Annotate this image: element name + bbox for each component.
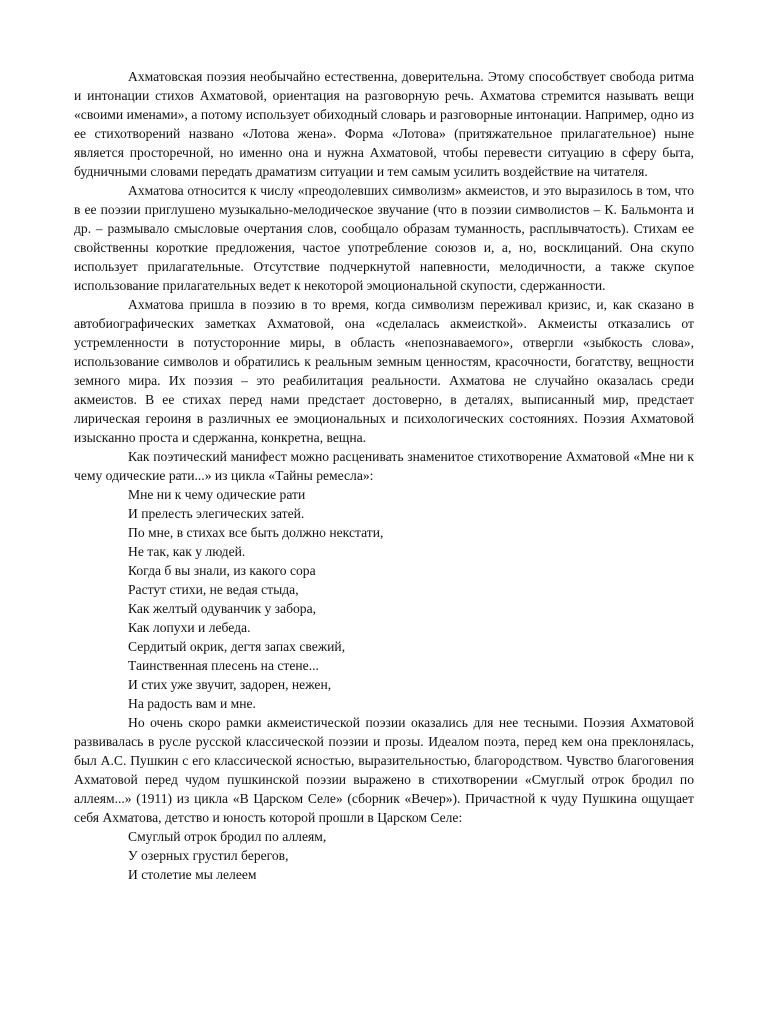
paragraph: Но очень скоро рамки акмеистической поэзии оказались для нее тесными. Поэзия Ахматовой развивалась в русле русской классической поэзии и прозы. Идеалом поэта, перед кем она преклонялась, был А.С. Пушкин с его классической ясностью, выразительностью, благородством. Чувство благоговения Ахматовой перед чудом пушкинской поэзии выражено в стихотворении «Смуглый отрок бродил по аллеям...» (1911) из цикла «В Царском Селе» (сборник «Вечер»). Причастной к чуду Пушкина ощущает себя Ахматова, детство и юность которой прошли в Царском Селе:: [74, 715, 694, 825]
poem-excerpt-1: [74, 485, 694, 713]
poem-line: По мне, в стихах все быть должно некстати,: [128, 525, 384, 540]
poem-line: И стих уже звучит, задорен, нежен,: [128, 677, 332, 692]
paragraph: Ахматова относится к числу «преодолевших символизм» акмеистов, и это выразилось в том, что в ее поэзии приглушено музыкально-мелодическое звучание (что в поэзии символистов – К. Бальмонта и др. – размывало смысловые очертания слов, сообщало образам туманность, расплывчатость). Стихам ее свойственны короткие предложения, частое употребление союзов и, а, но, восклицаний. Она скупо использует прилагательные. Отсутствие подчеркнутой напевности, мелодичности, а также скупое использование прилагательных ведет к некоторой эмоциональной скупости, сдержанности.: [74, 183, 694, 293]
poem-line: На радость вам и мне.: [128, 696, 256, 711]
paragraph: Ахматова пришла в поэзию в то время, когда символизм переживал кризис, и, как сказано в автобиографических заметках Ахматовой, она «сделалась акмеисткой». Акмеисты отказались от устремленности в потусторонние миры, в область «непознаваемого», отвергли «зыбкость слова», использование символов и обратились к реальным земным ценностям, красочности, богатству, вещности земного мира. Их поэзия – это реабилитация реальности. Ахматова не случайно оказалась среди акмеистов. В ее стихах перед нами предстает достоверно, в деталях, выписанный мир, предстает лирическая героиня в различных ее эмоциональных и психологических состояниях. Поэзия Ахматовой изысканно проста и сдержанна, конкретна, вещна.: [74, 297, 694, 445]
poem-line: Мне ни к чему одические рати: [128, 487, 306, 502]
poem-line: И прелесть элегических затей.: [128, 506, 305, 521]
poem-line: Не так, как у людей.: [128, 544, 246, 559]
poem-line: У озерных грустил берегов,: [128, 848, 289, 863]
poem-line: Как лопухи и лебеда.: [128, 620, 251, 635]
paragraph: Как поэтический манифест можно расценивать знаменитое стихотворение Ахматовой «Мне ни к чему одические рати...» из цикла «Тайны ремесла»:: [74, 449, 694, 483]
poem-line: Смуглый отрок бродил по аллеям,: [128, 829, 327, 844]
poem-line: Когда б вы знали, из какого сора: [128, 563, 316, 578]
poem-line: Сердитый окрик, дегтя запах свежий,: [128, 639, 346, 654]
document-page: [74, 67, 694, 884]
poem-excerpt-2: [74, 827, 694, 884]
paragraph: Ахматовская поэзия необычайно естественна, доверительна. Этому способствует свобода ритма и интонации стихов Ахматовой, ориентация на разговорную речь. Ахматова стремится называть вещи «своими именами», а потому использует обиходный словарь и разговорные интонации. Например, одно из ее стихотворений названо «Лотова жена». Форма «Лотова» (притяжательное прилагательное) ныне является просторечной, но именно она и нужна Ахматовой, чтобы перевести ситуацию в сферу быта, будничными словами передать драматизм ситуации и тем самым усилить воздействие на читателя.: [74, 69, 694, 179]
poem-line: Таинственная плесень на стене...: [128, 658, 319, 673]
poem-line: И столетие мы лелеем: [128, 867, 257, 882]
poem-line: Как желтый одуванчик у забора,: [128, 601, 317, 616]
poem-line: Растут стихи, не ведая стыда,: [128, 582, 299, 597]
